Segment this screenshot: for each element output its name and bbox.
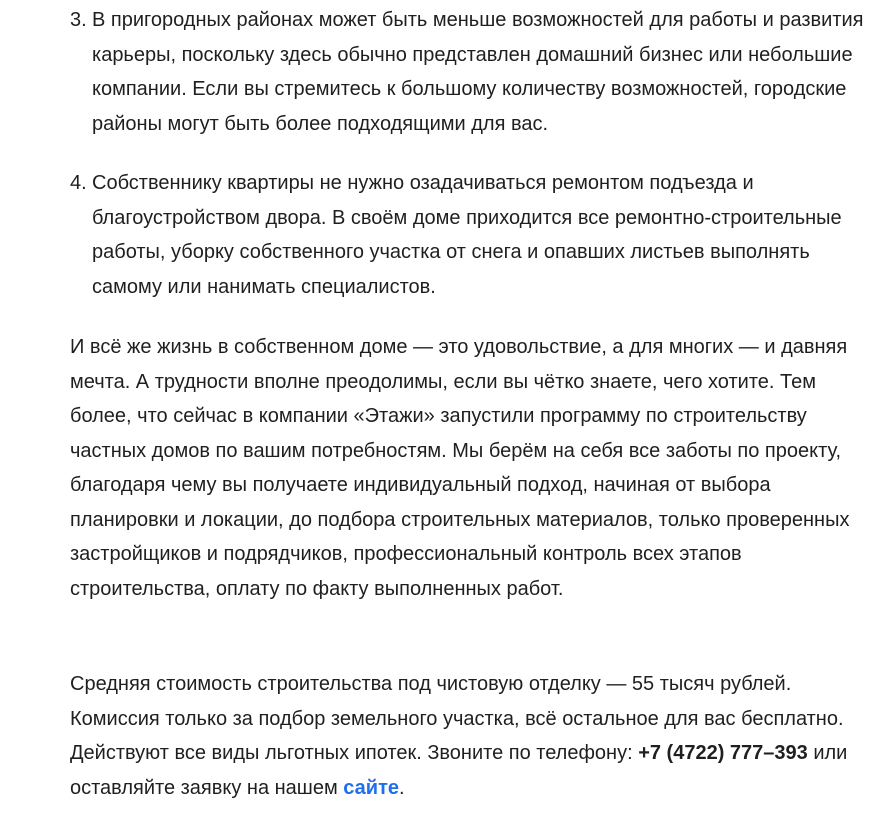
phone-number[interactable]: +7 (4722) 777–393 [638,742,808,764]
list-item-3 [70,3,870,141]
request-text: или оставляйте заявку на нашем [70,742,848,799]
paragraph-dream-home: И всё же жизнь в собственном доме — это удовольствие, а для многих — и давняя мечта. А трудности вполне преодолимы, если вы чётко знаете, чего хотите. Тем более, что сейчас в компании «Этажи» запустили программу по строительству частных домов по вашим потребностям. Мы берём на себя все заботы по проекту, благодаря чему вы получаете индивидуальный подход, начиная от выбора планировки и локации, до подбора строительных материалов, только проверенных застройщиков и подрядчиков, профессиональный контроль всех этапов строительства, оплату по факту выполненных работ. [70,336,850,600]
list-item-text: Собственнику квартиры не нужно озадачиваться ремонтом подъезда и благоустройством двора. В своём доме приходится все ремонтно-строительные работы, уборку собственного участка от снега и опавших листьев выполнять самому или нанимать специалистов. [92,172,842,298]
list-number: 4. [70,172,87,194]
website-link[interactable]: сайте [343,776,399,799]
trailing-period: . [398,776,405,799]
list-item-4 [70,166,870,304]
paragraph-pricing-contact [70,667,870,805]
list-item-text: В пригородных районах может быть меньше возможностей для работы и развития карьеры, поскольку здесь обычно представлен домашний бизнес или небольшие компании. Если вы стремитесь к большому количеству возможностей, городские районы могут быть более подходящими для вас. [92,9,864,135]
list-number: 3. [70,9,87,31]
pricing-text: Средняя стоимость строительства под чистовую отделку — 55 тысяч рублей. Комиссия только за подбор земельного участка, всё остальное для вас бесплатно. Действуют все виды льготных ипотек. Звоните по телефону: [70,673,844,764]
